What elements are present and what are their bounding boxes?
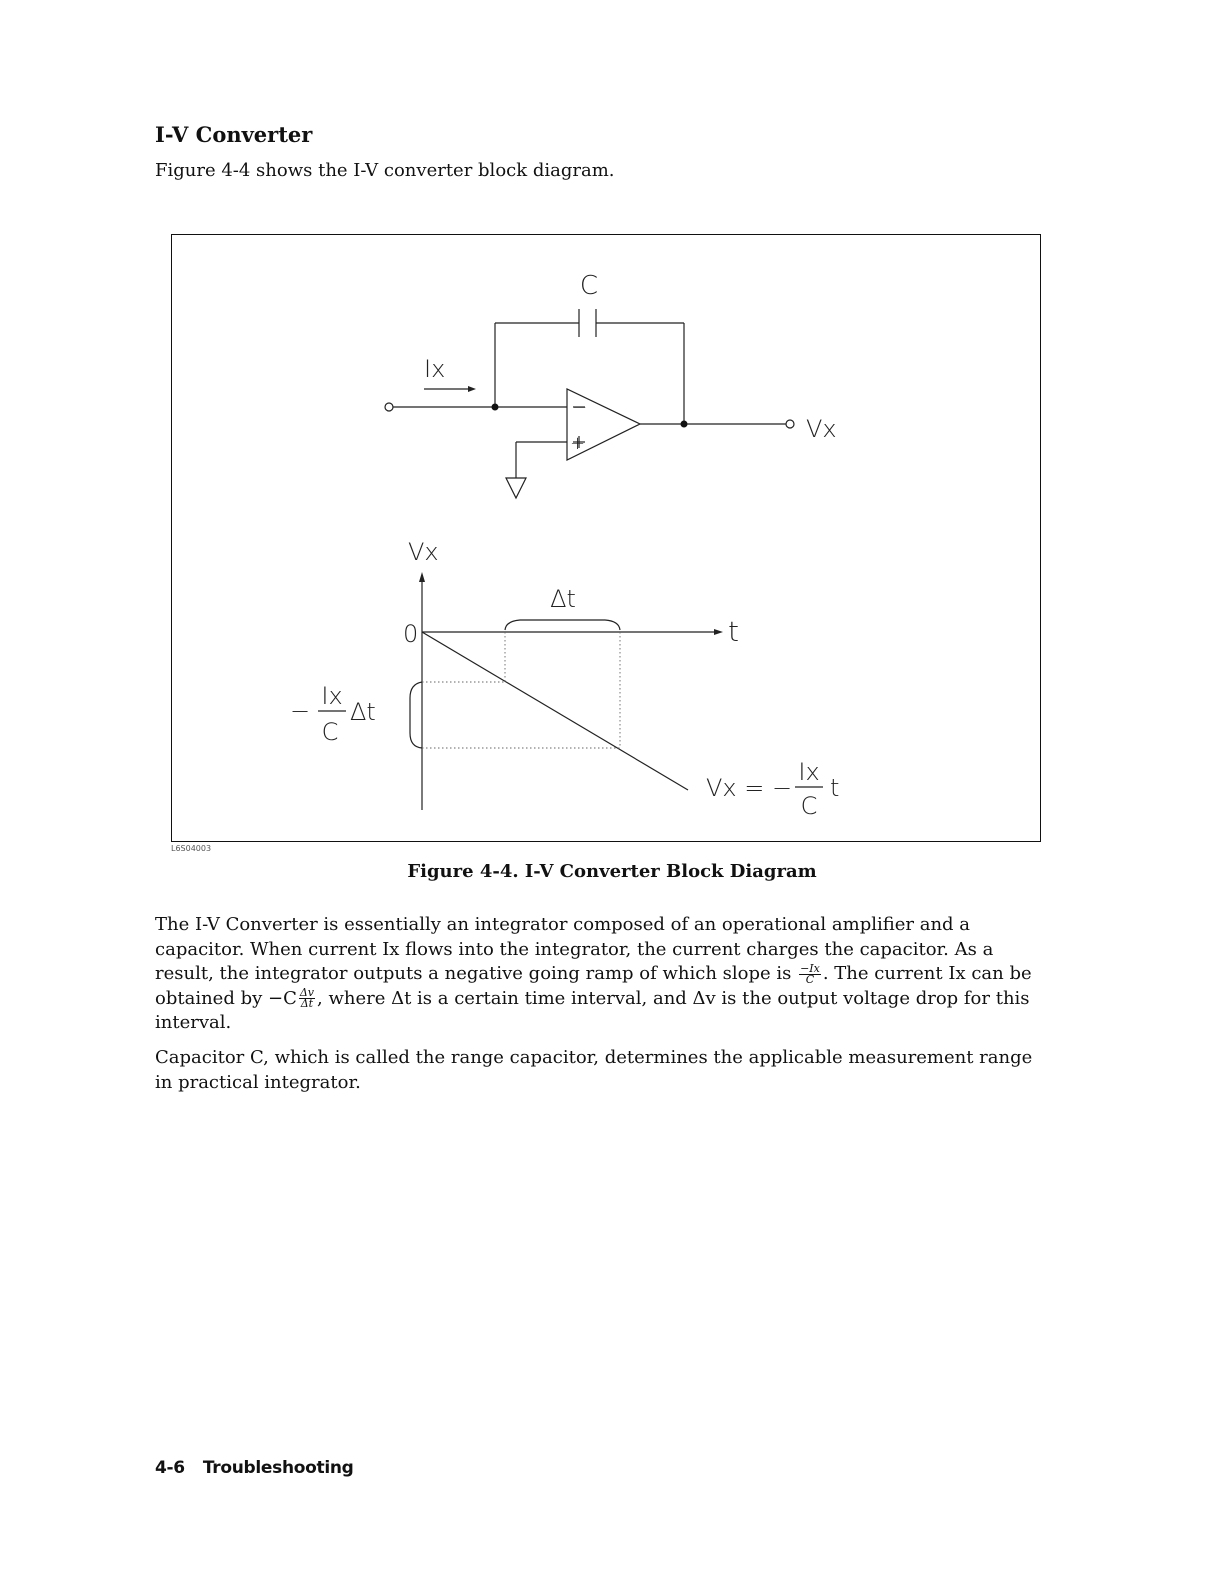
page-footer — [155, 1458, 372, 1478]
fraction-denominator: Δt — [300, 997, 314, 1010]
figure-frame — [171, 234, 1041, 842]
body-paragraph — [155, 913, 1055, 1036]
circuit-diagram — [171, 234, 1041, 842]
y-axis-label: Vx — [408, 538, 439, 566]
opamp-minus-label: − — [572, 397, 588, 418]
drop-num-label: Ix — [321, 682, 343, 710]
input-current-label: Ix — [424, 355, 446, 383]
drop-suffix-label: Δt — [350, 698, 376, 726]
delta-t-label: Δt — [550, 585, 576, 613]
body-paragraph: Capacitor C, which is called the range capacitor, determines the applicable measurement range in practical integrator. — [155, 1047, 1033, 1093]
fraction-numerator: −Ix — [800, 961, 820, 975]
paragraph-text: . The current Ix can be obtained by −C — [155, 963, 1032, 1009]
output-voltage-label: Vx — [806, 415, 837, 443]
fraction-denominator: C — [805, 972, 815, 986]
page-number: 4-6 — [155, 1458, 185, 1478]
capacitor-label: C — [579, 271, 599, 301]
fraction-numerator: Δv — [299, 986, 315, 999]
output-terminal — [786, 420, 794, 428]
intro-text: Figure 4-4 shows the I-V converter block diagram. — [155, 160, 615, 181]
delta-t-brace — [505, 620, 620, 630]
figure-caption: Figure 4-4. I-V Converter Block Diagram — [407, 861, 817, 882]
origin-label: 0 — [403, 620, 419, 648]
equation-lhs-label: Vx = − — [706, 774, 793, 802]
drop-den-label: C — [321, 718, 339, 746]
figure-code: L6S04003 — [171, 844, 212, 853]
slope-fraction — [799, 961, 821, 986]
chapter-name: Troubleshooting — [202, 1458, 354, 1478]
ramp-line — [422, 632, 688, 790]
junction-dot — [681, 421, 688, 428]
paragraph-text: , where Δt is a certain time interval, and Δv is the output voltage drop for this interval. — [155, 987, 1030, 1033]
x-axis-label: t — [728, 615, 739, 648]
paragraph-text: The I-V Converter is essentially an integrator composed of an operational amplifier and a capacitor. When current Ix flows into the integrator, the current charges the capacitor. As a result, the integrator outputs a negative going ramp of which slope is — [155, 914, 994, 984]
input-terminal — [385, 403, 393, 411]
equation-num-label: Ix — [798, 758, 820, 786]
junction-dot — [492, 404, 499, 411]
section-heading: I-V Converter — [155, 122, 313, 147]
drop-prefix-label: − — [290, 697, 311, 725]
delta-fraction — [299, 988, 315, 1009]
drop-brace — [410, 682, 422, 748]
ground-symbol — [506, 478, 526, 498]
opamp-plus-label: + — [570, 433, 586, 454]
equation-den-label: C — [800, 792, 818, 820]
equation-suffix-label: t — [830, 774, 840, 802]
